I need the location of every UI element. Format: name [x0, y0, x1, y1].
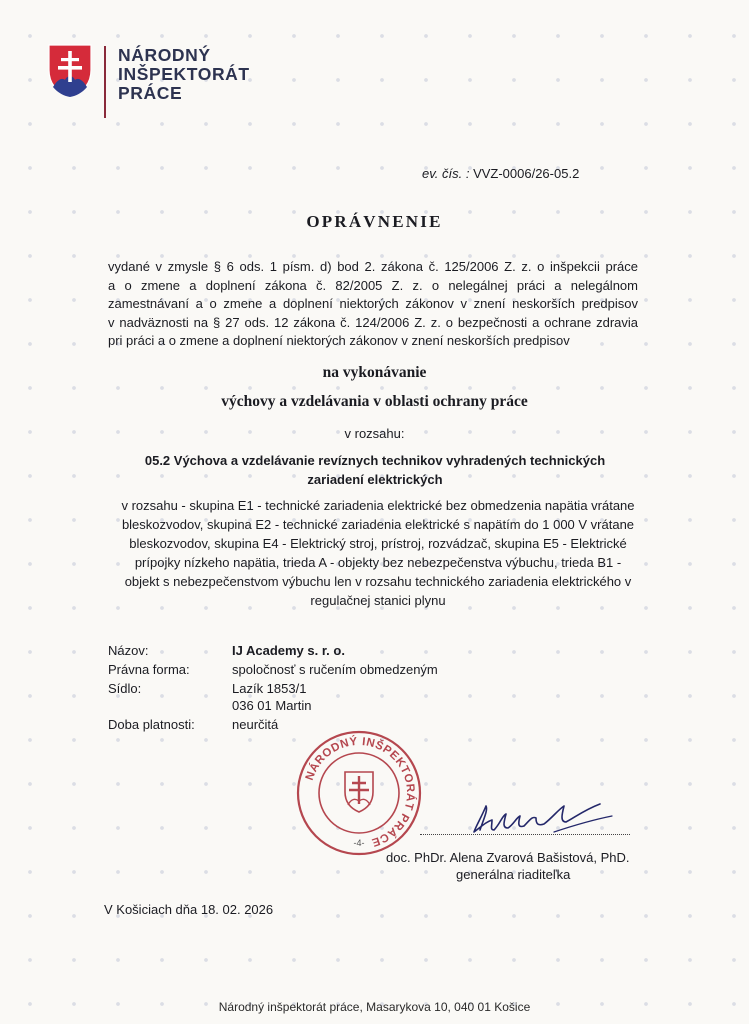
institution-name-line: NÁRODNÝ: [118, 45, 211, 65]
registration-number: [422, 166, 579, 181]
signatory-name: doc. PhDr. Alena Zvarová Bašistová, PhD.: [386, 850, 630, 865]
stamp-crest-icon: [345, 772, 373, 812]
institution-name-line: PRÁCE: [118, 83, 183, 103]
activity-title-line: 05.2 Výchova a vzdelávanie revíznych technikov vyhradených technických: [144, 453, 606, 468]
logo-divider: [104, 46, 106, 118]
official-stamp: [296, 730, 422, 856]
validity-label: Doba platnosti:: [108, 717, 195, 732]
activity-scope-line: regulačnej stanici plynu: [310, 593, 446, 608]
document-title: OPRÁVNENIE: [306, 212, 443, 231]
handwritten-signature: [462, 796, 622, 846]
legal-form-label: Právna forma:: [108, 662, 190, 677]
signatory-title: generálna riaditeľka: [456, 867, 571, 882]
legal-basis-line: vydané v zmysle § 6 ods. 1 písm. d) bod 2. zákona č. 125/2006 Z. z. o inšpekcii práce: [108, 259, 638, 274]
institution-name: [118, 46, 278, 103]
purpose-intro: na vykonávanie: [322, 364, 427, 381]
legal-form-value: spoločnosť s ručením obmedzeným: [232, 662, 438, 677]
legal-basis-line: v nadväznosti na § 27 ods. 12 zákona č. 124/2006 Z. z. o bezpečnosti a ochrane zdravia: [108, 314, 638, 330]
legal-basis-line: a o zmene a doplnení zákona č. 82/2005 Z. z. o nelegálnej práci a nelegálnom: [108, 277, 638, 293]
activity-scope-line: objekt s nebezpečenstvom výbuchu len v rozsahu technického zariadenia elektrického v: [124, 574, 632, 589]
legal-basis-line: zamestnávaní a o zmene a doplnení niektorých zákonov v znení neskorších predpisov: [108, 296, 638, 311]
validity-value: neurčitá: [232, 717, 279, 732]
activity-title-line: zariadení elektrických: [307, 472, 443, 487]
seat-city: 036 01 Martin: [232, 698, 312, 713]
seat-label: Sídlo:: [108, 681, 142, 696]
slovak-coat-of-arms-icon: [48, 44, 92, 98]
activity-scope-line: v rozsahu - skupina E1 - technické zariadenia elektrické bez obmedzenia napätia vrátane: [121, 498, 635, 513]
footer-address: Národný inšpektorát práce, Masarykova 10, 040 01 Košice: [218, 1000, 531, 1014]
svg-text:NÁRODNÝ INŠPEKTORÁT PRÁCE: [304, 735, 417, 848]
legal-basis-paragraph: [108, 258, 638, 351]
legal-basis-line: pri práci a o zmene a doplnení niektorých zákonov v znení neskorších predpisov: [108, 333, 570, 348]
name-label: Názov:: [108, 643, 149, 658]
registration-number-value: VVZ-0006/26-05.2: [473, 166, 580, 181]
place-and-date: V Košiciach dňa 18. 02. 2026: [104, 902, 274, 917]
stamp-number: -4-: [353, 838, 365, 848]
activity-scope: [98, 496, 658, 610]
purpose: výchovy a vzdelávania v oblasti ochrany práce: [221, 393, 528, 410]
scope-intro: v rozsahu:: [344, 426, 405, 441]
activity-scope-line: prípojky nízkeho napätia, trieda A - objekty bez nebezpečenstva výbuchu, trieda B1 -: [134, 555, 622, 570]
activity-scope-line: bleskozvodov, skupina E2 - technické zariadenia elektrické s napätím do 1 000 V vrátane: [121, 517, 635, 532]
name-value: IJ Academy s. r. o.: [232, 643, 345, 658]
registration-number-label: ev. čís. :: [422, 166, 470, 181]
institution-name-line: INŠPEKTORÁT: [118, 64, 250, 84]
signature-line: [420, 834, 630, 835]
seat-street: Lazík 1853/1: [232, 681, 307, 696]
activity-scope-line: bleskozvodov, skupina E4 - Elektrický stroj, prístroj, rozvádzač, skupina E5 - Elektrické: [129, 536, 627, 551]
activity-title: [100, 451, 650, 489]
stamp-ring-text: NÁRODNÝ INŠPEKTORÁT PRÁCE: [303, 735, 417, 849]
